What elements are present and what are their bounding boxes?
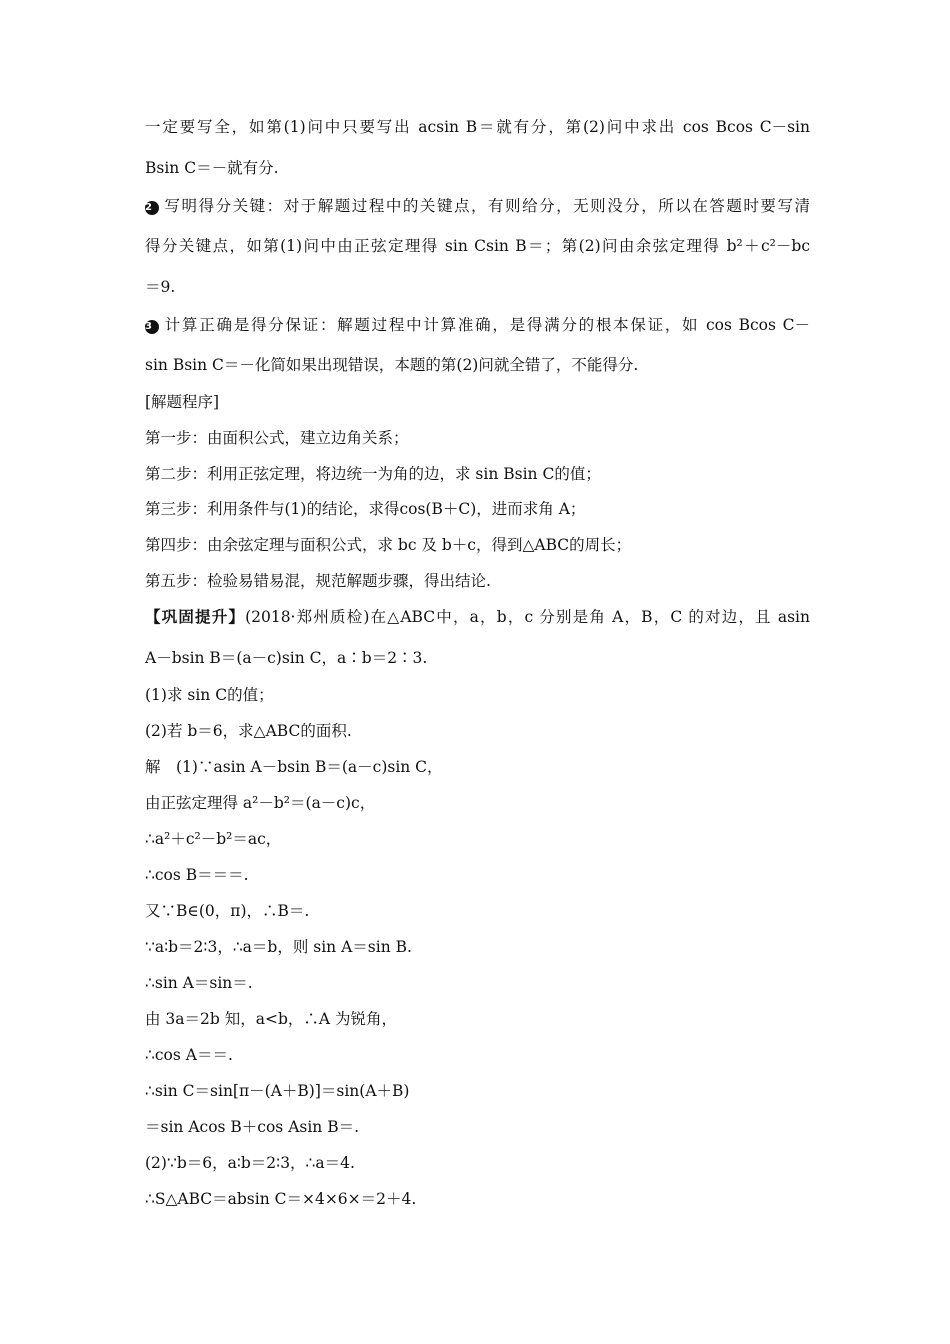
- line-text: A－bsin B＝(a－c)sin C，a∶b＝2∶3.: [145, 649, 428, 667]
- line-text: 由正弦定理得 a²－b²＝(a－c)c，: [145, 794, 376, 812]
- line-text: (2018·郑州质检)在△ABC中，a，b，c 分别是角 A，B，C 的对边，且 asin: [245, 608, 810, 626]
- line-text: 得分关键点，如第(1)问中由正弦定理得 sin Csin B＝；第(2)问由余弦定理得 b²＋c²－bc: [145, 237, 810, 255]
- text-line-5: [145, 276, 810, 298]
- line-text: 计算正确是得分保证：解题过程中计算准确，是得满分的根本保证，如 cos Bcos C－: [163, 316, 810, 334]
- line-text: 第二步：利用正弦定理，将边统一为角的边，求 sin Bsin C的值；: [145, 465, 601, 483]
- text-line-4: [145, 235, 810, 257]
- text-line-30: [145, 1188, 810, 1210]
- text-line-24: [145, 972, 810, 994]
- text-line-27: [145, 1080, 810, 1102]
- text-line-12: [145, 534, 810, 556]
- text-line-25: [145, 1008, 810, 1030]
- text-line-13: [145, 570, 810, 592]
- line-text: 第三步：利用条件与(1)的结论，求得cos(B＋C)，进而求角 A；: [145, 500, 586, 518]
- text-line-20: [145, 828, 810, 850]
- line-text: ＝9.: [145, 278, 176, 296]
- text-line-7: [145, 354, 810, 376]
- line-text: ∴cos B＝＝＝.: [145, 866, 249, 884]
- text-line-18: [145, 756, 810, 778]
- text-line-28: [145, 1116, 810, 1138]
- line-text: 由 3a＝2b 知，a<b，∴A 为锐角，: [145, 1010, 398, 1028]
- text-line-11: [145, 498, 810, 520]
- line-text: Bsin C＝－就有分.: [145, 159, 279, 177]
- line-text: ∴sin C＝sin[π－(A＋B)]＝sin(A＋B): [145, 1082, 410, 1100]
- text-line-2: [145, 157, 810, 179]
- line-text: ＝sin Acos B＋cos Asin B＝.: [145, 1118, 360, 1136]
- line-text: [解题程序]: [145, 393, 220, 411]
- line-text: sin Bsin C＝－化简如果出现错误，本题的第(2)问就全错了，不能得分.: [145, 356, 639, 374]
- text-line-14: [145, 606, 810, 628]
- text-line-17: [145, 720, 810, 742]
- line-text: ∴sin A＝sin＝.: [145, 974, 253, 992]
- text-line-3: [145, 195, 810, 217]
- text-line-16: [145, 684, 810, 706]
- line-text: 一定要写全，如第(1)问中只要写出 acsin B＝就有分，第(2)问中求出 cos Bcos C－sin: [145, 118, 810, 136]
- text-line-10: [145, 463, 810, 485]
- line-text: ∴cos A＝＝.: [145, 1046, 233, 1064]
- section-label: 【巩固提升】: [145, 607, 246, 626]
- text-line-26: [145, 1044, 810, 1066]
- text-line-19: [145, 792, 810, 814]
- line-text: ∴a²＋c²－b²＝ac，: [145, 830, 282, 848]
- line-text: ∵a∶b＝2∶3，∴a＝b，则 sin A＝sin B.: [145, 938, 412, 956]
- line-text: (1)求 sin C的值；: [145, 686, 274, 704]
- text-line-21: [145, 864, 810, 886]
- line-text: ∴S△ABC＝absin C＝×4×6×＝2＋4.: [145, 1190, 417, 1208]
- text-line-15: [145, 647, 810, 669]
- text-line-8: [145, 391, 810, 413]
- text-line-6: [145, 314, 810, 336]
- line-text: 第五步：检验易错易混，规范解题步骤，得出结论.: [145, 572, 491, 590]
- numbered-bullet-icon: 2: [145, 201, 159, 215]
- numbered-bullet-icon: 3: [145, 320, 159, 334]
- line-text: 写明得分关键：对于解题过程中的关键点，有则给分，无则没分，所以在答题时要写清: [163, 197, 810, 215]
- line-text: 第四步：由余弦定理与面积公式，求 bc 及 b＋c，得到△ABC的周长；: [145, 536, 632, 554]
- text-line-1: [145, 116, 810, 138]
- text-line-9: [145, 427, 810, 449]
- text-line-23: [145, 936, 810, 958]
- line-text: (2)若 b＝6，求△ABC的面积.: [145, 722, 352, 740]
- line-text: 第一步：由面积公式，建立边角关系；: [145, 429, 409, 447]
- text-line-29: [145, 1152, 810, 1174]
- line-text: 又∵B∈(0，π)，∴B＝.: [145, 902, 310, 920]
- text-line-22: [145, 900, 810, 922]
- line-text: 解 (1)∵asin A－bsin B＝(a－c)sin C，: [145, 758, 443, 776]
- line-text: (2)∵b＝6，a∶b＝2∶3，∴a＝4.: [145, 1154, 355, 1172]
